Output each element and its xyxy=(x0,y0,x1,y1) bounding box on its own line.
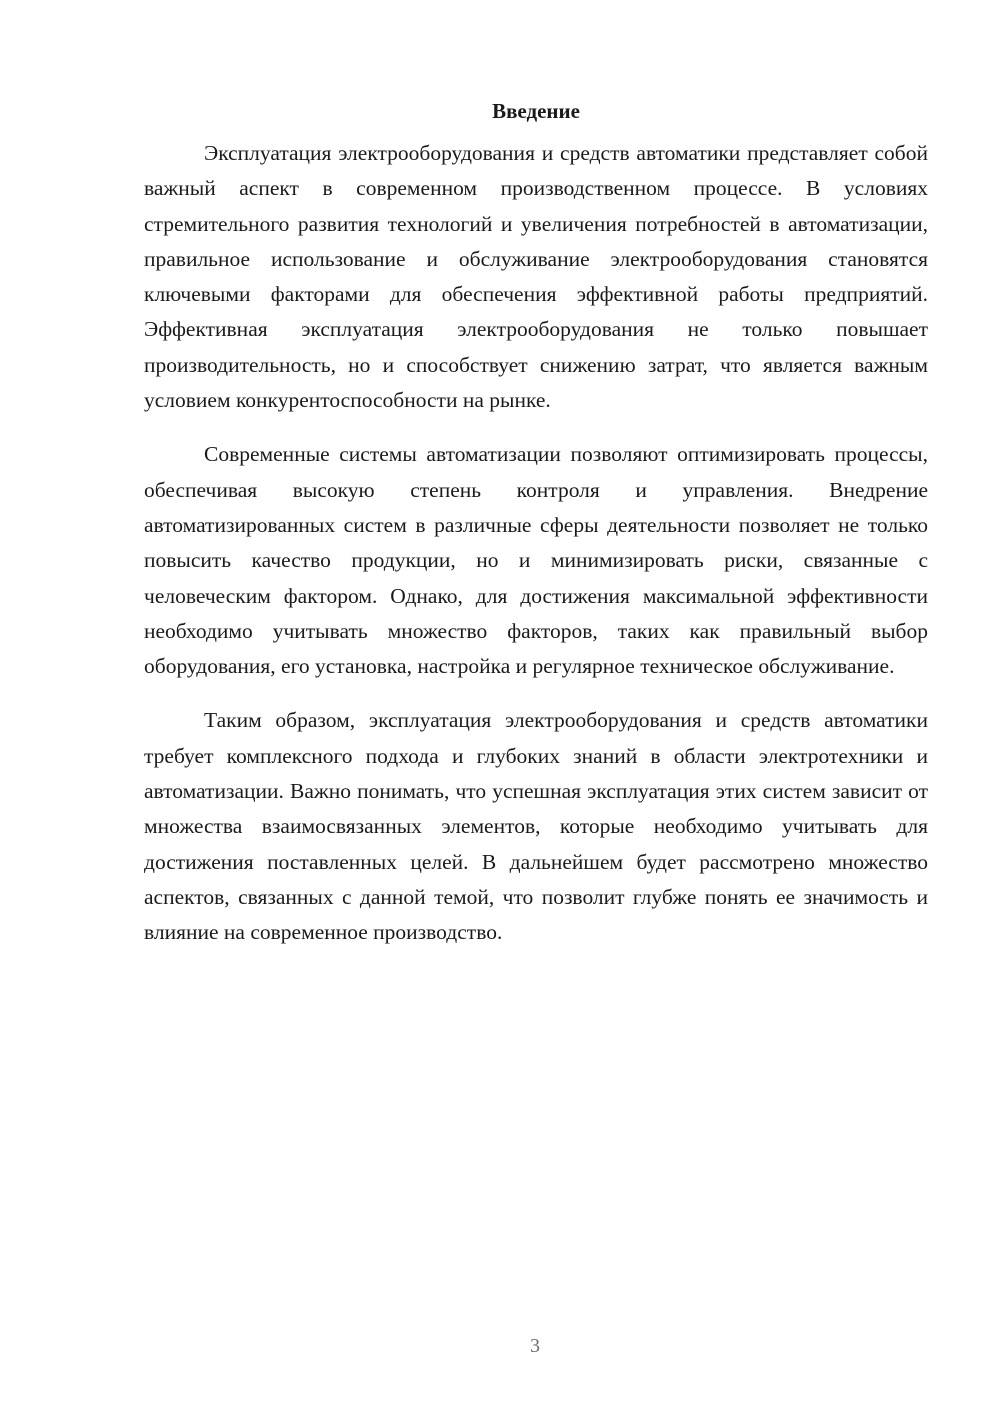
paragraph-2: Современные системы автоматизации позволяют оптимизировать процессы, обеспечивая высокую степень контроля и управления. Внедрение автоматизированных систем в различные сферы деятельности позволяет не только повысить качество продукции, но и минимизировать риски, связанные с человеческим фактором. Однако, для достижения максимальной эффективности необходимо учитывать множество факторов, таких как правильный выбор оборудования, его установка, настройка и регулярное техническое обслуживание. xyxy=(144,442,928,679)
page-number: 3 xyxy=(530,1335,540,1357)
paragraph-3: Таким образом, эксплуатация электрооборудования и средств автоматики требует комплексного подхода и глубоких знаний в области электротехники и автоматизации. Важно понимать, что успешная эксплуатация этих систем зависит от множества взаимосвязанных элементов, которые необходимо учитывать для достижения поставленных целей. В дальнейшем будет рассмотрено множество аспектов, связанных с данной темой, что позволит глубже понять ее значимость и влияние на современное производство. xyxy=(144,708,928,945)
page-content xyxy=(144,96,928,951)
section-heading: Введение xyxy=(492,99,580,123)
paragraph-1: Эксплуатация электрооборудования и средств автоматики представляет собой важный аспект в современном производственном процессе. В условиях стремительного развития технологий и увеличения потребностей в автоматизации, правильное использование и обслуживание электрооборудования становятся ключевыми факторами для обеспечения эффективной работы предприятий. Эффективная эксплуатация электрооборудования не только повышает производительность, но и способствует снижению затрат, что является важным условием конкурентоспособности на рынке. xyxy=(144,141,928,413)
